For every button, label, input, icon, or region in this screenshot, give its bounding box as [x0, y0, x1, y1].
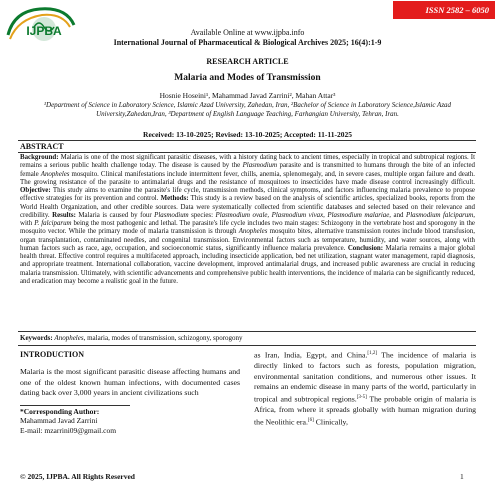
- right-column: [254, 349, 476, 428]
- abstract-species: Plasmodium: [242, 162, 278, 170]
- abstract-text: parasite and is transmitted to humans through the bite of an infected female: [20, 162, 476, 178]
- abstract-text: being the most pathogenic and lethal. The parasite's life cycle includes two main stages: Schizogony in the vertebrate host and sporogony in the mosquito vector. While the primary mode of malaria transmission is through: [20, 220, 475, 236]
- abstract-text: Malaria is caused by four: [75, 211, 155, 219]
- objective-label: Objective:: [20, 187, 51, 194]
- divider-body: [18, 345, 476, 346]
- citation-ref[interactable]: [3-5]: [356, 394, 367, 400]
- background-label: Background:: [20, 154, 59, 161]
- footnote-divider: [20, 405, 130, 406]
- corresponding-author: [20, 407, 240, 436]
- keywords-label: Keywords:: [20, 334, 53, 342]
- abstract-body: [20, 154, 475, 286]
- article-title: Malaria and Modes of Transmission: [174, 73, 321, 83]
- abstract-text: Malaria remains a major global health threat. Effective control requires a multifaceted approach, including insecticide application, bed net utilization, stagnant water management, rapid diagnosis, and appropriate treatment. International collaboration, vaccine development, improved antimalarial drugs, and increased public awareness are crucial in reducing malaria transmission. Ultimately, with scientific advancements and comprehensive public health interventions, the incidence of malaria can be significantly reduced, and eradication may become a realistic goal in the future.: [20, 244, 475, 285]
- introduction-text: Malaria is the most significant parasitic disease affecting humans and one of the oldest known human infections, with documented cases dating back over 3,000 years in ancient civilizations such: [20, 367, 240, 398]
- abstract-text: This study aims to examine the parasite's life cycle, transmission methods, clinical symptoms, and factors influencing malaria prevalence to propose effective strategies for its prevention and control.: [20, 187, 475, 203]
- corresponding-name: Mahammad Javad Zarrini: [20, 416, 98, 426]
- affiliations: ¹Department of Science in Laboratory Science, Islamic Azad University, Zahedan, Iran, ²Bachelor of Science in Laboratory Science,Islamic Azad University,Zahedan,Iran, ³Department of English Language Teaching, Farhangian University, Tehran, Iran.: [43, 101, 452, 118]
- body-text: Clinically,: [313, 417, 348, 427]
- logo-text: IJPBA: [26, 24, 62, 38]
- abstract-text: Malaria is one of the most significant parasitic diseases, with a history dating back to ancient times, especially in tropical and subtropical regions. It remains a serious public health challenge today. The disease is caused by the: [20, 154, 475, 170]
- journal-citation: International Journal of Pharmaceutical & Biological Archives 2025; 16(4):1-9: [113, 38, 382, 47]
- body-text: The probable origin of malaria is Africa, from where it spreads globally with human migration during the Neolithic era.: [254, 394, 476, 427]
- copyright: © 2025, IJPBA. All Rights Reserved: [20, 472, 135, 481]
- abstract-species: Anopheles: [40, 170, 70, 178]
- keywords-text: , malaria, modes of transmission, schizogony, sporogony: [83, 334, 243, 342]
- keyword-species: Anopheles: [54, 334, 84, 342]
- abstract-species: P. falciparum: [34, 220, 72, 227]
- abstract-text: mosquito. Clinical manifestations include intermittent fever, chills, anemia, splenomegaly, and, in severe cases, multiple organ failure and death. The growing resistance of the parasite to antimalarial drugs and the resistance of mosquitoes to insecticides have made disease control increasingly difficult.: [20, 170, 475, 186]
- body-text: as Iran, India, Egypt, and China.: [254, 350, 368, 360]
- corresponding-label: *Corresponding Author:: [20, 406, 100, 416]
- page-number: 1: [460, 472, 464, 481]
- body-text: The incidence of malaria is directly linked to factors such as forests, population migration, environmental sanitation conditions, and numerous other issues. It remains an endemic disease in many parts of the world, particularly in tropical and subtropical regions.: [254, 350, 476, 404]
- divider-abstract: [18, 152, 476, 153]
- citation-ref[interactable]: [1,2]: [367, 351, 378, 356]
- abstract-heading: ABSTRACT: [20, 142, 64, 151]
- citation-ref[interactable]: [6]: [307, 417, 314, 423]
- article-dates: Received: 13-10-2025; Revised: 13-10-2025; Accepted: 11-11-2025: [143, 130, 352, 139]
- article-type: RESEARCH ARTICLE: [206, 57, 289, 66]
- introduction-heading: INTRODUCTION: [20, 350, 85, 359]
- abstract-text: and: [391, 211, 407, 219]
- results-label: Results:: [52, 211, 76, 219]
- conclusion-label: Conclusion:: [347, 244, 384, 252]
- keywords-line: [20, 334, 475, 342]
- abstract-species: Plasmodium ovale, Plasmodium vivax, Plasmodium malariae,: [215, 211, 392, 219]
- abstract-species: Plasmodium falciparum: [406, 211, 474, 219]
- availability-line: Available Online at www.ijpba.info: [190, 28, 305, 37]
- methods-label: Methods:: [160, 195, 189, 203]
- abstract-species: Anopheles: [238, 228, 268, 236]
- abstract-text: This study is a review based on the analysis of scientific articles, specialized books, reports from the World Health Organization, and other credible sources. Data were systematically collected from scientific databases and selected based on their relevance and credibility.: [20, 195, 475, 219]
- issn-badge: ISSN 2582 – 6050: [393, 1, 495, 19]
- abstract-species: Plasmodium: [154, 211, 189, 219]
- abstract-text: mosquito bites, alternative transmission routes include blood transfusion, organ transplantation, contaminated needles, and congenital transmission. Environmental factors such as temperature, humidity, and water sources, along with human factors such as race, age, occupation, and socioeconomic status, significantly influence malaria prevalence.: [20, 228, 475, 252]
- abstract-text: species:: [188, 211, 216, 219]
- left-column: [20, 349, 240, 435]
- abstract-text: , with: [20, 211, 475, 227]
- corresponding-email: E-mail: mzarrini09@gmail.com: [20, 425, 117, 435]
- divider-top: [18, 140, 476, 141]
- author-list: Hosnie Hoseini¹, Mahammad Javad Zarrini², Mahan Attar³: [159, 91, 336, 100]
- divider-keywords: [18, 331, 476, 332]
